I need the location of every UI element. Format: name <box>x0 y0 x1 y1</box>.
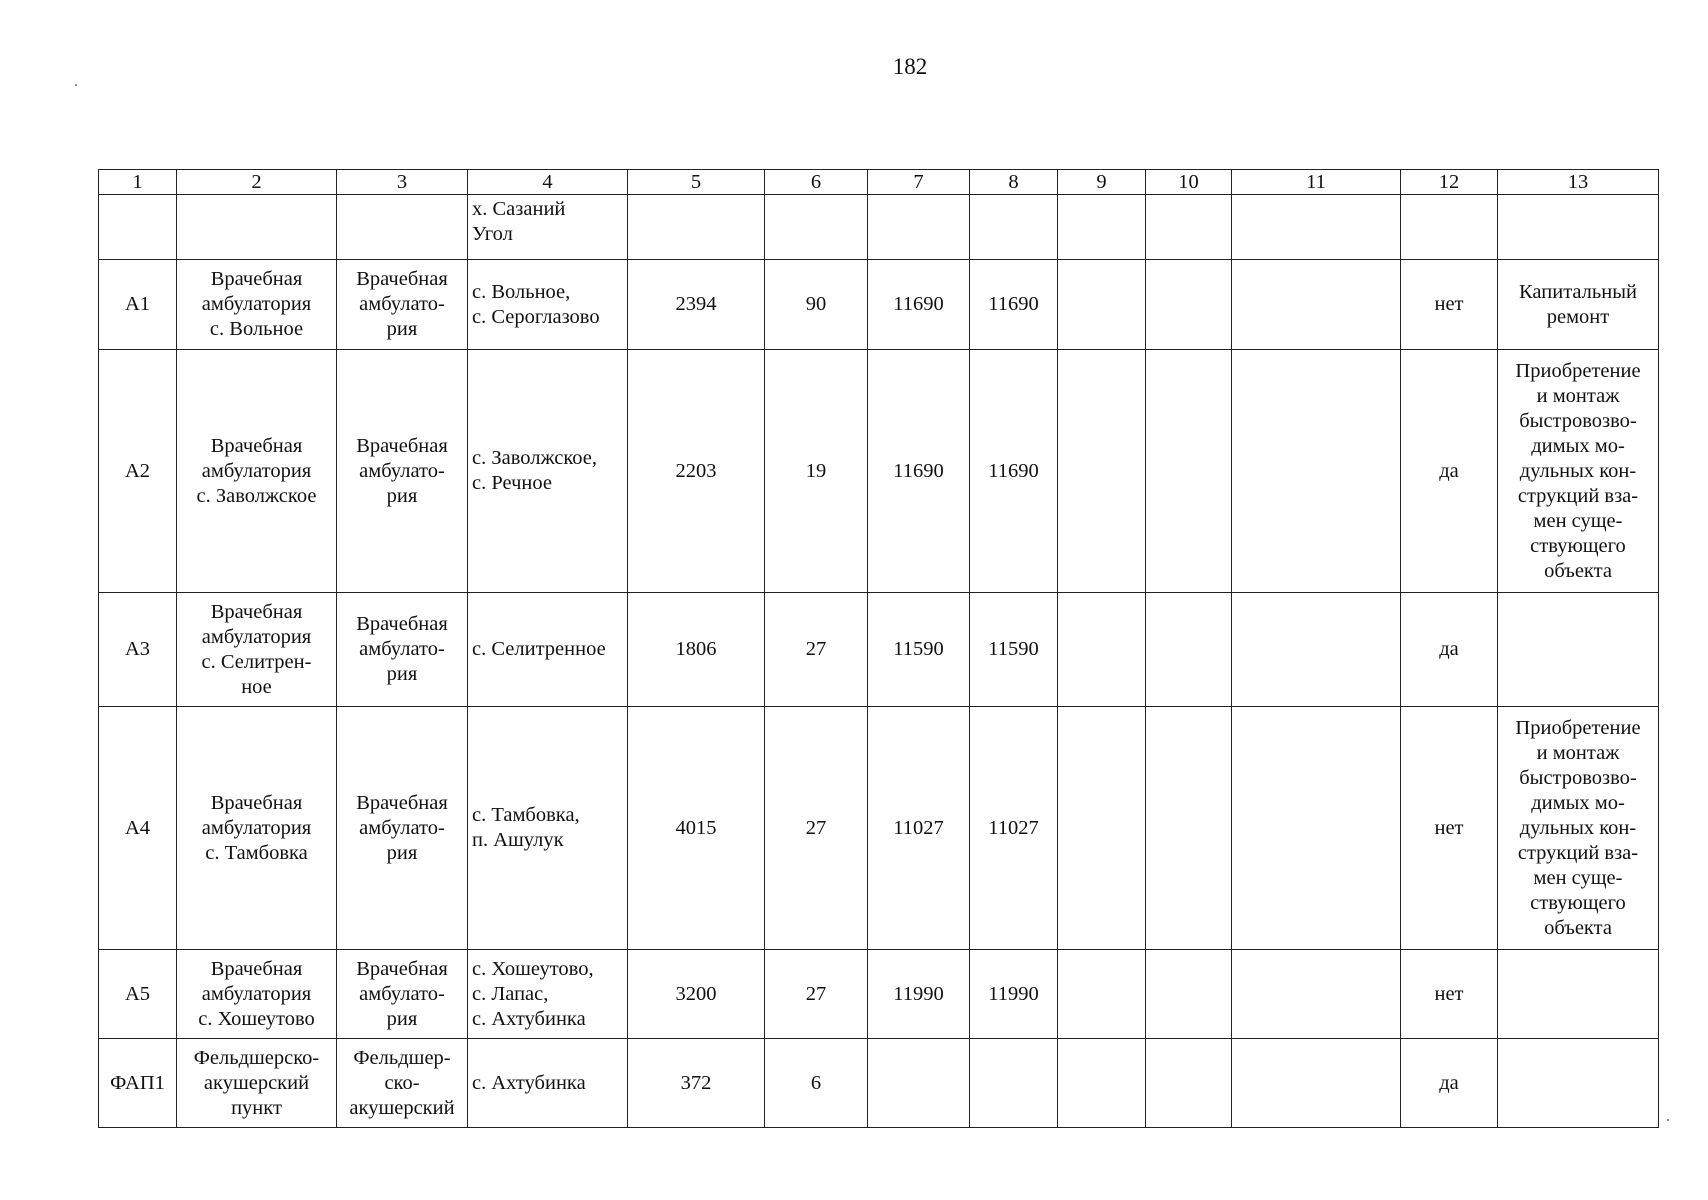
table-cell: А2 <box>99 350 177 593</box>
table-cell: да <box>1401 350 1498 593</box>
table-cell <box>1232 707 1401 950</box>
scan-dot <box>1667 1119 1669 1121</box>
table-cell <box>1058 593 1146 707</box>
table-cell <box>1058 195 1146 260</box>
table-cell: 2394 <box>628 260 765 350</box>
table-cell <box>1146 593 1232 707</box>
table-cell: 11690 <box>868 260 970 350</box>
table-cell <box>337 195 468 260</box>
header-row <box>99 170 1659 195</box>
table-cell: х. Сазаний Угол <box>468 195 628 260</box>
table-cell <box>1146 950 1232 1039</box>
table-cell: А5 <box>99 950 177 1039</box>
column-header: 3 <box>337 170 468 195</box>
page-number: 182 <box>892 54 928 79</box>
table-row <box>99 350 1659 593</box>
table-cell: 27 <box>765 950 868 1039</box>
table-cell <box>1146 260 1232 350</box>
table-cell: 90 <box>765 260 868 350</box>
table-cell: Врачебная амбулато- рия <box>337 593 468 707</box>
table-cell: Капитальный ремонт <box>1498 260 1659 350</box>
table-cell <box>1498 950 1659 1039</box>
column-header: 9 <box>1058 170 1146 195</box>
table-cell: нет <box>1401 260 1498 350</box>
table-cell <box>1058 950 1146 1039</box>
table-cell <box>1232 593 1401 707</box>
table-cell: Врачебная амбулатория с. Тамбовка <box>177 707 337 950</box>
table-cell: 11690 <box>970 350 1058 593</box>
table-cell <box>1232 195 1401 260</box>
table-cell: 4015 <box>628 707 765 950</box>
table-cell: Приобретение и монтаж быстровозво- димых мо- дульных кон- струкций вза- мен суще- ствующего объекта <box>1498 707 1659 950</box>
table-cell <box>1146 1039 1232 1128</box>
table-cell <box>970 1039 1058 1128</box>
column-header: 11 <box>1232 170 1401 195</box>
table-cell: Приобретение и монтаж быстровозво- димых мо- дульных кон- струкций вза- мен суще- ствующего объекта <box>1498 350 1659 593</box>
table-cell <box>1498 1039 1659 1128</box>
table-cell: 11027 <box>868 707 970 950</box>
table-cell: с. Селитренное <box>468 593 628 707</box>
table-cell: Врачебная амбулато- рия <box>337 350 468 593</box>
table-cell: 19 <box>765 350 868 593</box>
table-cell: 11990 <box>868 950 970 1039</box>
column-header: 2 <box>177 170 337 195</box>
column-header: 8 <box>970 170 1058 195</box>
column-header: 5 <box>628 170 765 195</box>
table-cell: Врачебная амбулатория с. Вольное <box>177 260 337 350</box>
table-cell <box>1498 195 1659 260</box>
table-cell: 27 <box>765 593 868 707</box>
table-row <box>99 707 1659 950</box>
table-cell <box>1401 195 1498 260</box>
table-cell: да <box>1401 1039 1498 1128</box>
column-header: 7 <box>868 170 970 195</box>
table-cell: 11690 <box>868 350 970 593</box>
table-cell <box>1058 1039 1146 1128</box>
table-cell: Врачебная амбулато- рия <box>337 260 468 350</box>
table-row <box>99 950 1659 1039</box>
table-cell: 27 <box>765 707 868 950</box>
table-cell: Фельдшер- ско- акушерский <box>337 1039 468 1128</box>
table-cell: ФАП1 <box>99 1039 177 1128</box>
table-cell: А3 <box>99 593 177 707</box>
table-row <box>99 260 1659 350</box>
table-cell: с. Хошеутово, с. Лапас, с. Ахтубинка <box>468 950 628 1039</box>
table-cell <box>628 195 765 260</box>
table-cell <box>765 195 868 260</box>
table-cell: с. Тамбовка, п. Ашулук <box>468 707 628 950</box>
table-cell <box>1146 350 1232 593</box>
table-cell <box>1232 350 1401 593</box>
table-cell: да <box>1401 593 1498 707</box>
table-cell: нет <box>1401 950 1498 1039</box>
table-cell: 372 <box>628 1039 765 1128</box>
table-cell: 11027 <box>970 707 1058 950</box>
table-row <box>99 195 1659 260</box>
table-cell: 11690 <box>970 260 1058 350</box>
table-cell: 3200 <box>628 950 765 1039</box>
table-cell: 11590 <box>868 593 970 707</box>
table-cell: 2203 <box>628 350 765 593</box>
table-cell <box>1232 1039 1401 1128</box>
table-row <box>99 1039 1659 1128</box>
table-cell: А1 <box>99 260 177 350</box>
table-cell: с. Вольное, с. Сероглазово <box>468 260 628 350</box>
table-cell: А4 <box>99 707 177 950</box>
table-cell <box>868 1039 970 1128</box>
scan-dot <box>75 84 77 86</box>
table-cell: с. Заволжское, с. Речное <box>468 350 628 593</box>
table-cell: Фельдшерско- акушерский пункт <box>177 1039 337 1128</box>
table-row <box>99 593 1659 707</box>
table-cell <box>1058 260 1146 350</box>
table-cell: 11990 <box>970 950 1058 1039</box>
table-cell: 1806 <box>628 593 765 707</box>
column-header: 12 <box>1401 170 1498 195</box>
table-cell <box>1232 950 1401 1039</box>
table-cell: Врачебная амбулатория с. Заволжское <box>177 350 337 593</box>
column-header: 1 <box>99 170 177 195</box>
table-cell: Врачебная амбулатория с. Селитрен- ное <box>177 593 337 707</box>
table-cell: 6 <box>765 1039 868 1128</box>
table-cell <box>177 195 337 260</box>
column-header: 10 <box>1146 170 1232 195</box>
table-cell <box>868 195 970 260</box>
table-cell: Врачебная амбулато- рия <box>337 707 468 950</box>
table-cell <box>1146 195 1232 260</box>
data-table <box>98 169 1659 1128</box>
table-cell <box>1146 707 1232 950</box>
column-header: 4 <box>468 170 628 195</box>
column-header: 13 <box>1498 170 1659 195</box>
table-cell <box>1232 260 1401 350</box>
table-cell: 11590 <box>970 593 1058 707</box>
table-cell: Врачебная амбулатория с. Хошеутово <box>177 950 337 1039</box>
table-cell <box>1498 593 1659 707</box>
table-cell: Врачебная амбулато- рия <box>337 950 468 1039</box>
table-cell <box>1058 350 1146 593</box>
table-cell <box>970 195 1058 260</box>
table-cell <box>1058 707 1146 950</box>
column-header: 6 <box>765 170 868 195</box>
table-cell: с. Ахтубинка <box>468 1039 628 1128</box>
table-cell <box>99 195 177 260</box>
table-cell: нет <box>1401 707 1498 950</box>
